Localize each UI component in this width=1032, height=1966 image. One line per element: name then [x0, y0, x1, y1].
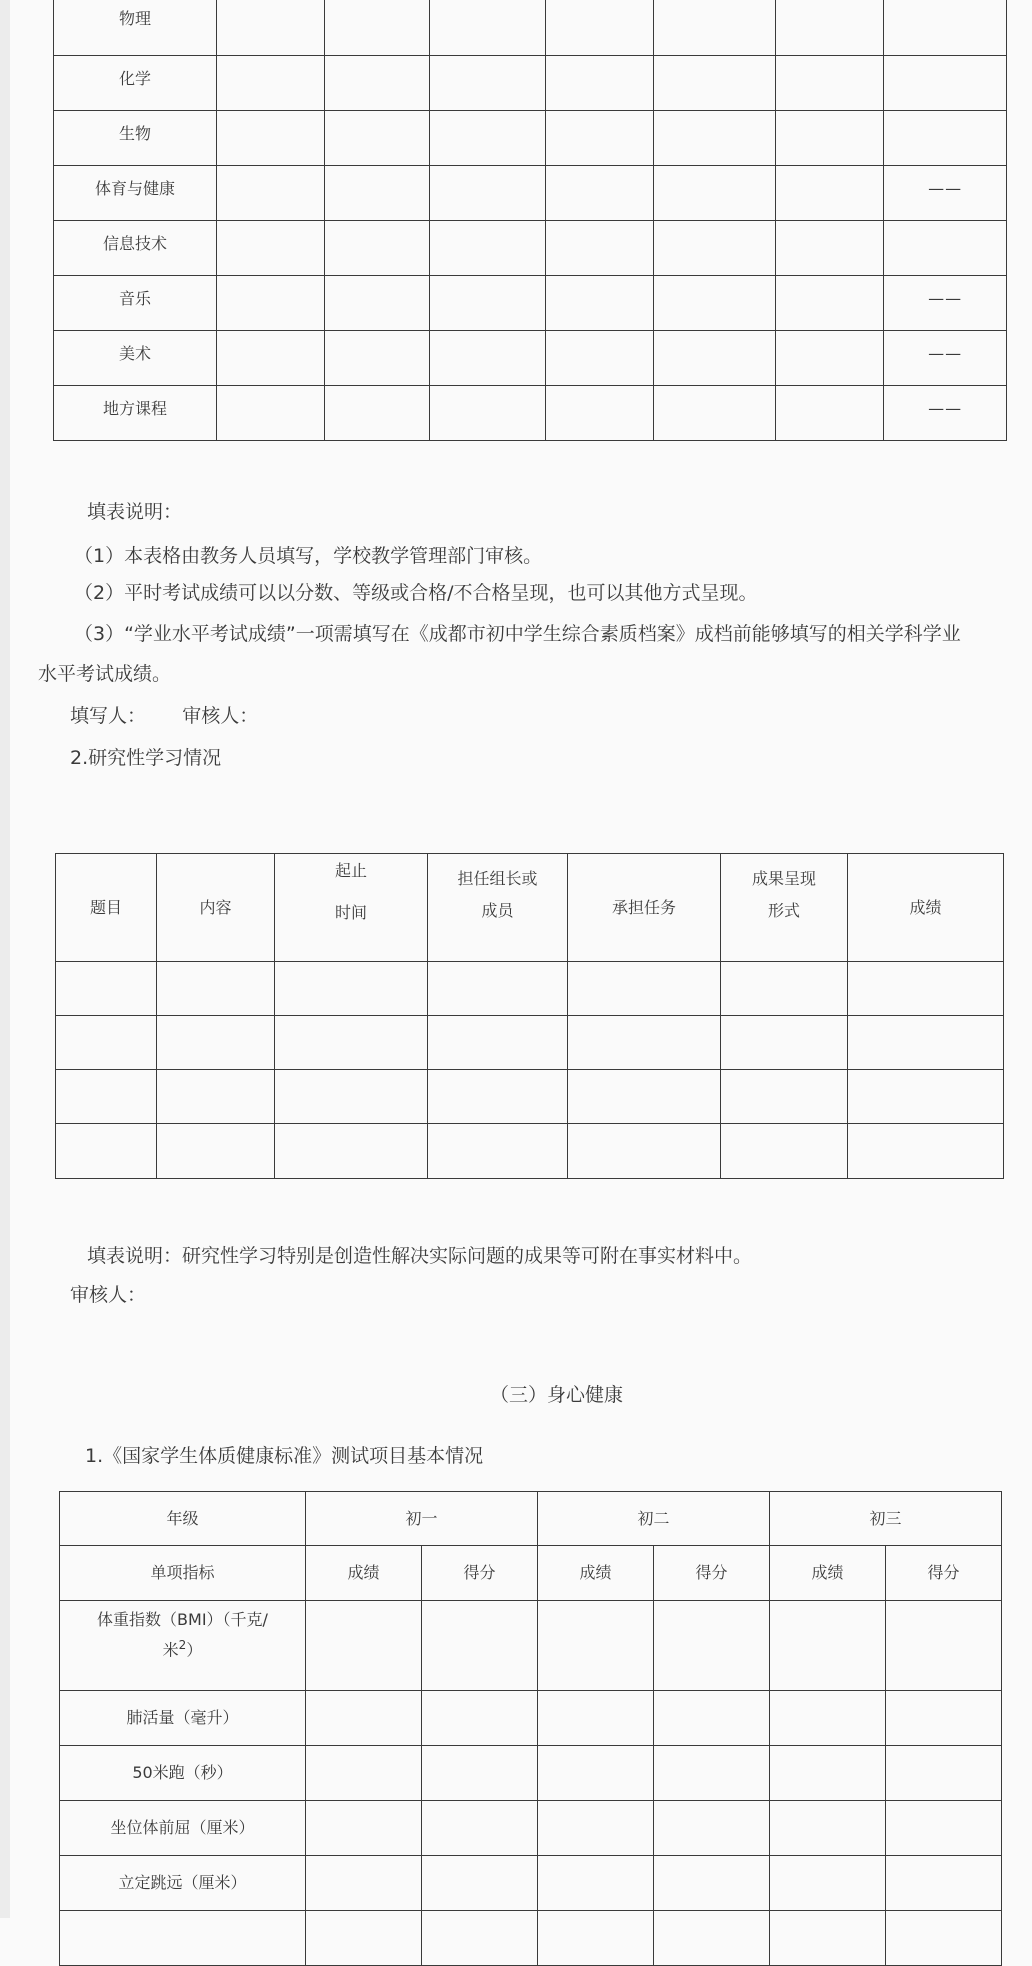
score-header: 成绩	[306, 1546, 422, 1601]
header-content: 内容	[157, 854, 275, 962]
cell	[546, 166, 654, 221]
indicator-name: 50米跑（秒）	[60, 1746, 306, 1801]
cell	[275, 1124, 428, 1179]
cell	[654, 1691, 770, 1746]
header-period-line2: 时间	[334, 902, 367, 922]
header-period-line1: 起止	[334, 861, 367, 880]
cell	[654, 276, 776, 331]
bmi-unit-close: ）	[186, 1639, 203, 1659]
cell	[770, 1801, 886, 1856]
indicator-name: 坐位体前屈（厘米）	[60, 1801, 306, 1856]
cell	[157, 1016, 275, 1070]
signers-line: 填写人： 审核人：	[70, 705, 259, 727]
research-header-row	[56, 854, 1004, 962]
cell	[775, 166, 883, 221]
cell	[886, 1601, 1002, 1691]
cell	[770, 1911, 886, 1966]
table-row	[60, 1691, 1002, 1746]
research-notes: 填表说明：研究性学习特别是创造性解决实际问题的成果等可附在事实材料中。	[87, 1245, 753, 1267]
cell	[306, 1911, 422, 1966]
note-item-3-continued: 水平考试成绩。	[38, 663, 172, 685]
subject-name: 物理	[54, 0, 217, 56]
level-exam-cell	[884, 111, 1007, 166]
cell	[721, 1070, 848, 1124]
section-research-title: 2.研究性学习情况	[70, 747, 222, 769]
cell	[538, 1746, 654, 1801]
level-exam-cell	[884, 221, 1007, 276]
table-row	[54, 221, 1007, 276]
cell	[428, 1070, 568, 1124]
cell	[568, 1124, 721, 1179]
table-row	[60, 1801, 1002, 1856]
subject-name: 生物	[54, 111, 217, 166]
subject-score-table	[53, 0, 1007, 441]
cell	[654, 1746, 770, 1801]
cell	[775, 111, 883, 166]
table-row	[60, 1746, 1002, 1801]
cell	[654, 56, 776, 111]
cell	[538, 1691, 654, 1746]
cell	[306, 1601, 422, 1691]
cell	[775, 56, 883, 111]
header-result-line1: 成果呈现	[751, 869, 816, 888]
subject-name: 美术	[54, 331, 217, 386]
cell	[770, 1746, 886, 1801]
cell	[654, 386, 776, 441]
cell	[654, 1601, 770, 1691]
page-edge	[0, 0, 10, 1918]
bmi-label-line2	[60, 1637, 305, 1661]
points-header: 得分	[422, 1546, 538, 1601]
cell	[325, 386, 430, 441]
cell	[325, 276, 430, 331]
cell	[848, 1016, 1004, 1070]
header-role-line1: 担任组长或	[457, 869, 538, 888]
cell	[770, 1601, 886, 1691]
cell	[430, 166, 546, 221]
section-health-subtitle: 1.《国家学生体质健康标准》测试项目基本情况	[85, 1445, 484, 1467]
table-row	[56, 1070, 1004, 1124]
cell	[546, 221, 654, 276]
cell	[430, 386, 546, 441]
table-row	[56, 1124, 1004, 1179]
fitness-test-table-body	[60, 1691, 1002, 1966]
cell	[568, 1070, 721, 1124]
indicator-header-row	[60, 1546, 1002, 1601]
note-item-1: （1）本表格由教务人员填写，学校教学管理部门审核。	[74, 545, 543, 567]
header-topic: 题目	[56, 854, 157, 962]
cell	[216, 221, 324, 276]
cell	[654, 1856, 770, 1911]
cell	[848, 962, 1004, 1016]
table-row	[56, 962, 1004, 1016]
header-task: 承担任务	[568, 854, 721, 962]
cell	[654, 1911, 770, 1966]
score-header: 成绩	[538, 1546, 654, 1601]
cell	[430, 331, 546, 386]
header-result	[721, 854, 848, 962]
section-health-title: （三）身心健康	[490, 1384, 624, 1406]
cell	[56, 1070, 157, 1124]
note-item-2: （2）平时考试成绩可以以分数、等级或合格/不合格呈现，也可以其他方式呈现。	[74, 582, 758, 604]
cell	[538, 1601, 654, 1691]
cell	[422, 1801, 538, 1856]
cell	[775, 221, 883, 276]
cell	[886, 1801, 1002, 1856]
cell	[325, 331, 430, 386]
cell	[275, 1070, 428, 1124]
cell	[430, 276, 546, 331]
cell	[538, 1911, 654, 1966]
grade-row	[60, 1492, 1002, 1546]
cell	[325, 221, 430, 276]
table-row	[54, 386, 1007, 441]
cell	[216, 276, 324, 331]
cell	[216, 111, 324, 166]
cell	[775, 386, 883, 441]
subject-name: 体育与健康	[54, 166, 217, 221]
bmi-unit: 米	[162, 1639, 179, 1659]
subject-name: 化学	[54, 56, 217, 111]
cell	[56, 962, 157, 1016]
cell	[654, 0, 776, 56]
level-exam-cell	[884, 56, 1007, 111]
cell	[157, 1070, 275, 1124]
table-row	[60, 1911, 1002, 1966]
cell	[886, 1911, 1002, 1966]
subject-name: 信息技术	[54, 221, 217, 276]
indicator-name: 肺活量（毫升）	[60, 1691, 306, 1746]
cell	[216, 331, 324, 386]
cell	[568, 962, 721, 1016]
grade-label: 年级	[60, 1492, 306, 1546]
cell	[538, 1801, 654, 1856]
table-row	[54, 276, 1007, 331]
cell	[775, 331, 883, 386]
cell	[886, 1691, 1002, 1746]
cell	[430, 0, 546, 56]
bmi-label	[60, 1601, 306, 1691]
header-role	[428, 854, 568, 962]
table-row	[54, 166, 1007, 221]
cell	[325, 56, 430, 111]
grade-1: 初一	[306, 1492, 538, 1546]
bmi-row	[60, 1601, 1002, 1691]
cell	[770, 1856, 886, 1911]
cell	[306, 1801, 422, 1856]
cell	[275, 1016, 428, 1070]
score-header: 成绩	[770, 1546, 886, 1601]
cell	[538, 1856, 654, 1911]
points-header: 得分	[886, 1546, 1002, 1601]
level-exam-cell	[884, 0, 1007, 56]
cell	[56, 1016, 157, 1070]
cell	[721, 1124, 848, 1179]
cell	[848, 1124, 1004, 1179]
cell	[306, 1746, 422, 1801]
cell	[216, 0, 324, 56]
subject-name: 地方课程	[54, 386, 217, 441]
cell	[422, 1691, 538, 1746]
table-row	[60, 1856, 1002, 1911]
cell	[654, 221, 776, 276]
level-exam-cell: ——	[884, 386, 1007, 441]
cell	[654, 111, 776, 166]
research-reviewer: 审核人：	[70, 1284, 147, 1306]
cell	[325, 166, 430, 221]
cell	[306, 1691, 422, 1746]
cell	[721, 1016, 848, 1070]
cell	[422, 1746, 538, 1801]
cell	[430, 56, 546, 111]
table-row	[54, 111, 1007, 166]
notes-title: 填表说明：	[87, 501, 183, 523]
cell	[654, 166, 776, 221]
item-label: 单项指标	[60, 1546, 306, 1601]
cell	[216, 166, 324, 221]
cell	[428, 1124, 568, 1179]
table-row	[54, 331, 1007, 386]
cell	[428, 1016, 568, 1070]
cell	[848, 1070, 1004, 1124]
level-exam-cell: ——	[884, 276, 1007, 331]
cell	[775, 276, 883, 331]
research-learning-table	[55, 853, 1004, 1179]
grade-3: 初三	[770, 1492, 1002, 1546]
table-row	[54, 0, 1007, 56]
header-role-line2: 成员	[481, 900, 514, 920]
table-row	[56, 1016, 1004, 1070]
header-result-line2: 形式	[767, 900, 800, 920]
subject-score-table-body	[54, 0, 1007, 441]
header-period	[275, 854, 428, 962]
cell	[422, 1856, 538, 1911]
cell	[721, 962, 848, 1016]
cell	[157, 1124, 275, 1179]
cell	[546, 56, 654, 111]
cell	[306, 1856, 422, 1911]
bmi-unit-superscript: 2	[178, 1637, 187, 1652]
note-item-3: （3）“学业水平考试成绩”一项需填写在《成都市初中学生综合素质档案》成档前能够填写的相关学科学业	[74, 623, 961, 645]
cell	[568, 1016, 721, 1070]
cell	[216, 386, 324, 441]
cell	[770, 1691, 886, 1746]
cell	[654, 1801, 770, 1856]
cell	[60, 1911, 306, 1966]
cell	[428, 962, 568, 1016]
cell	[422, 1601, 538, 1691]
cell	[56, 1124, 157, 1179]
level-exam-cell: ——	[884, 166, 1007, 221]
cell	[546, 0, 654, 56]
cell	[546, 386, 654, 441]
cell	[325, 0, 430, 56]
cell	[422, 1911, 538, 1966]
cell	[654, 331, 776, 386]
fitness-test-table	[59, 1491, 1002, 1966]
cell	[216, 56, 324, 111]
points-header: 得分	[654, 1546, 770, 1601]
cell	[546, 111, 654, 166]
cell	[430, 221, 546, 276]
level-exam-cell: ——	[884, 331, 1007, 386]
cell	[886, 1856, 1002, 1911]
cell	[775, 0, 883, 56]
cell	[430, 111, 546, 166]
bmi-label-line1: 体重指数（BMI）（千克/	[97, 1610, 268, 1629]
cell	[546, 331, 654, 386]
cell	[886, 1746, 1002, 1801]
grade-2: 初二	[538, 1492, 770, 1546]
table-row	[54, 56, 1007, 111]
subject-name: 音乐	[54, 276, 217, 331]
cell	[157, 962, 275, 1016]
indicator-name: 立定跳远（厘米）	[60, 1856, 306, 1911]
cell	[275, 962, 428, 1016]
cell	[325, 111, 430, 166]
cell	[546, 276, 654, 331]
header-score: 成绩	[848, 854, 1004, 962]
